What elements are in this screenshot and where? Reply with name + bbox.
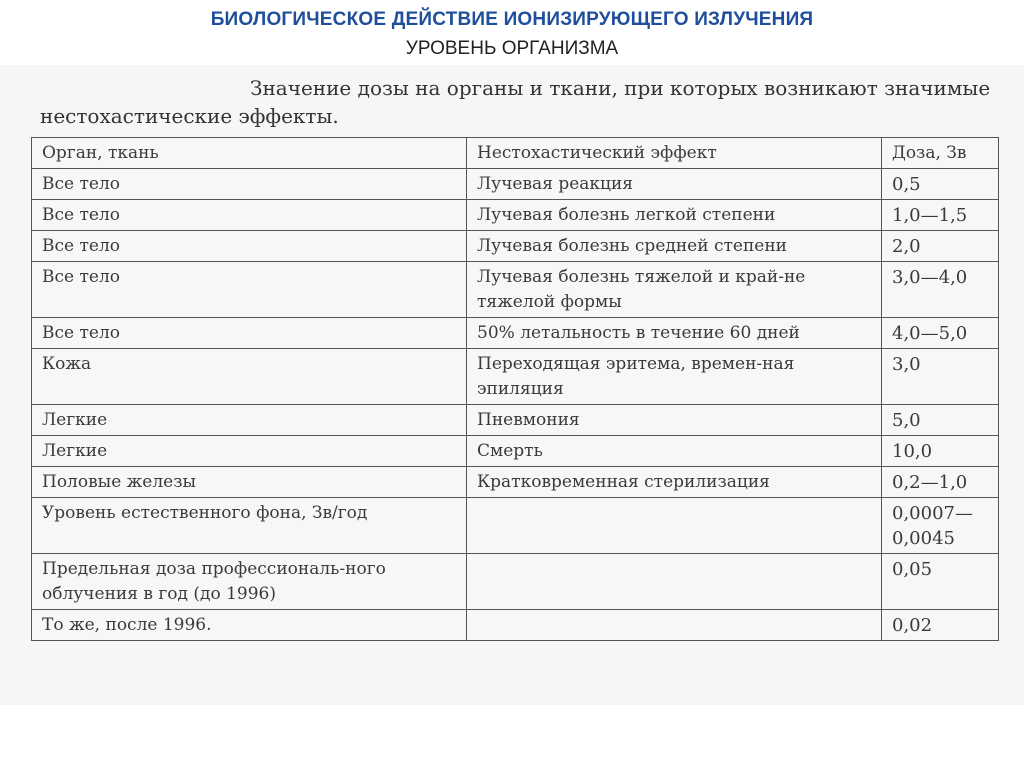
table-row — [32, 318, 999, 349]
cell-organ: Кожа — [32, 349, 467, 405]
table-row — [32, 498, 999, 554]
cell-effect: Пневмония — [467, 405, 882, 436]
slide-title: БИОЛОГИЧЕСКОЕ ДЕЙСТВИЕ ИОНИЗИРУЮЩЕГО ИЗЛУЧЕНИЯ — [210, 9, 814, 30]
table-row — [32, 405, 999, 436]
cell-organ: Предельная доза профессиональ-ного облучения в год (до 1996) — [32, 554, 467, 610]
column-header-dose: Доза, Зв — [882, 138, 999, 169]
cell-organ: Уровень естественного фона, Зв/год — [32, 498, 467, 554]
cell-organ: Легкие — [32, 436, 467, 467]
cell-effect: Лучевая реакция — [467, 169, 882, 200]
column-header-organ: Орган, ткань — [32, 138, 467, 169]
cell-organ: Все тело — [32, 231, 467, 262]
cell-dose: 0,2—1,0 — [882, 467, 999, 498]
table-row — [32, 231, 999, 262]
table-caption: Значение дозы на органы и ткани, при которых возникают значимые нестохастические эффекты. — [40, 76, 991, 128]
cell-dose: 3,0—4,0 — [882, 262, 999, 318]
cell-dose: 1,0—1,5 — [882, 200, 999, 231]
cell-dose: 0,02 — [882, 610, 999, 641]
cell-effect: Лучевая болезнь легкой степени — [467, 200, 882, 231]
cell-dose: 10,0 — [882, 436, 999, 467]
cell-organ: То же, после 1996. — [32, 610, 467, 641]
table-row — [32, 262, 999, 318]
slide-subtitle: УРОВЕНЬ ОРГАНИЗМА — [405, 38, 619, 59]
cell-effect: Лучевая болезнь средней степени — [467, 231, 882, 262]
cell-effect — [467, 610, 882, 641]
cell-organ: Все тело — [32, 200, 467, 231]
table-row — [32, 610, 999, 641]
table-row — [32, 436, 999, 467]
cell-effect — [467, 554, 882, 610]
cell-effect: Смерть — [467, 436, 882, 467]
cell-organ: Легкие — [32, 405, 467, 436]
cell-dose: 2,0 — [882, 231, 999, 262]
cell-organ: Все тело — [32, 318, 467, 349]
cell-effect: Кратковременная стерилизация — [467, 467, 882, 498]
table-row — [32, 349, 999, 405]
cell-effect: Переходящая эритема, времен-ная эпиляция — [467, 349, 882, 405]
table-row — [32, 554, 999, 610]
cell-dose: 5,0 — [882, 405, 999, 436]
table-row — [32, 467, 999, 498]
column-header-effect: Нестохастический эффект — [467, 138, 882, 169]
cell-effect: Лучевая болезнь тяжелой и край-не тяжелой формы — [467, 262, 882, 318]
dose-table — [31, 137, 999, 641]
cell-effect — [467, 498, 882, 554]
cell-dose: 3,0 — [882, 349, 999, 405]
cell-effect: 50% летальность в течение 60 дней — [467, 318, 882, 349]
cell-dose: 0,0007—0,0045 — [882, 498, 999, 554]
cell-organ: Все тело — [32, 169, 467, 200]
cell-dose: 0,05 — [882, 554, 999, 610]
cell-organ: Все тело — [32, 262, 467, 318]
cell-organ: Половые железы — [32, 467, 467, 498]
table-header-row — [32, 138, 999, 169]
cell-dose: 0,5 — [882, 169, 999, 200]
cell-dose: 4,0—5,0 — [882, 318, 999, 349]
table-row — [32, 200, 999, 231]
table-row — [32, 169, 999, 200]
